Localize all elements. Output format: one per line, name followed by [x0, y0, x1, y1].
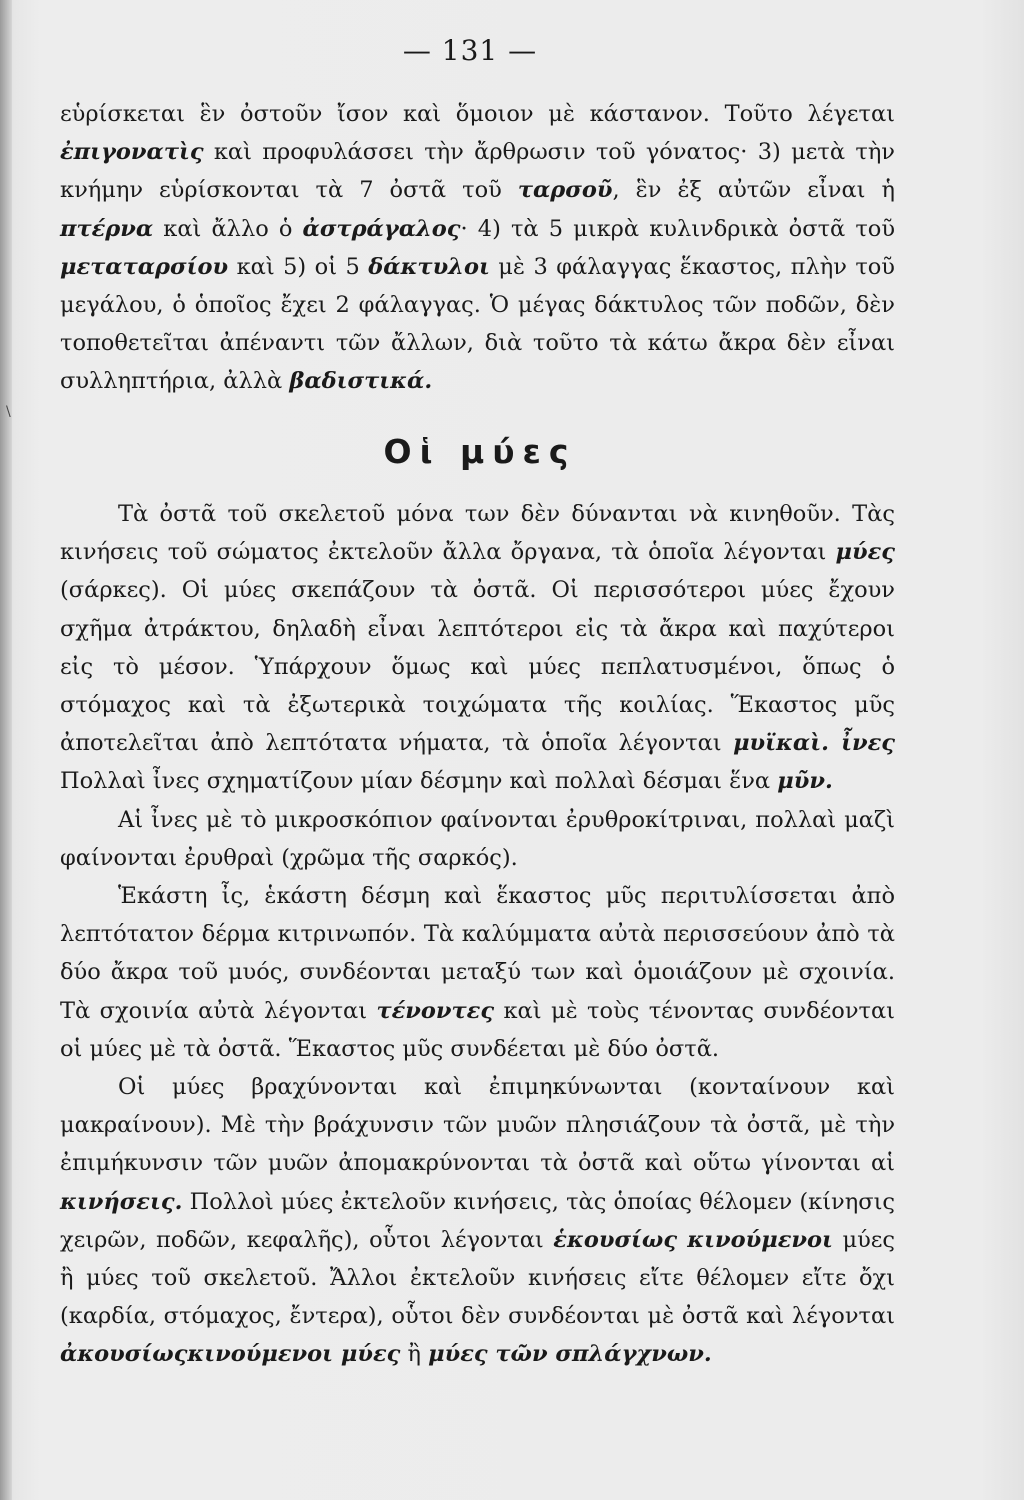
emphasized-term: τένοντες — [376, 997, 495, 1024]
text-run: Αἱ ἶνες μὲ τὸ μικροσκόπιον φαίνονται ἐρυθροκίτριναι, πολλαὶ μαζὶ φαίνονται ἐρυθραὶ (χρῶμα τῆς σαρκός). — [60, 806, 895, 871]
emphasized-term: ἐπιγονατὶς — [60, 139, 204, 166]
paragraph-1 — [60, 495, 895, 801]
emphasized-term: μύες — [835, 539, 895, 566]
emphasized-term: δάκτυλοι — [368, 253, 490, 280]
paragraph-2 — [60, 801, 895, 877]
text-run: μὲ 3 φάλαγγας ἕκαστος, πλὴν τοῦ μεγάλου, ὁ ὁποῖος ἔχει 2 φάλαγγας. Ὁ μέγας δάκτυλος τῶν ποδῶν, δὲν τοποθετεῖται ἀπέναντι τῶν ἄλλων, διὰ τοῦτο τὰ κάτω ἄκρα δὲν εἶναι συλληπτήρια, ἀλλὰ — [60, 253, 895, 395]
page-number: — 131 — — [402, 34, 538, 67]
section-heading: Οἱ μύες — [383, 432, 577, 471]
paragraph-4 — [60, 1068, 895, 1374]
text-run: Πολλοὶ μύες ἐκτελοῦν κινήσεις, τὰς ὁποίας θέλομεν (κίνησις χειρῶν, ποδῶν, κεφαλῆς), οὗτοι λέγονται — [60, 1188, 895, 1253]
emphasized-term: ἀστράγαλος — [302, 215, 461, 242]
text-run: Πολλαὶ ἶνες σχηματίζουν μίαν δέσμην καὶ πολλαὶ δέσμαι ἕνα — [60, 768, 778, 795]
text-run: καὶ ἄλλο ὁ — [153, 215, 303, 242]
text-run: ἢ — [400, 1341, 429, 1368]
text-run: Ἑκάστη ἶς, ἑκάστη δέσμη καὶ ἕκαστος μῦς περιτυλίσσεται ἀπὸ λεπτότατον δέρμα κιτρινωπόν. Τὰ καλύμματα αὐτὰ περισσεύουν ἀπὸ τὰ δύο ἄκρα τοῦ μυός, συνδέονται μεταξύ των καὶ ὁμοιάζουν μὲ σχοινία. Τὰ σχοινία αὐτὰ λέγονται — [60, 883, 895, 1024]
text-run: Τὰ ὀστᾶ τοῦ σκελετοῦ μόνα των δὲν δύνανται νὰ κινηθοῦν. Τὰς κινήσεις τοῦ σώματος ἐκτελοῦν ἄλλα ὄργανα, τὰ ὁποῖα λέγονται — [60, 501, 895, 566]
text-run: καὶ προφυλάσσει τὴν ἄρθρωσιν τοῦ γόνατος· 3) μετὰ τὴν κνήμην εὑρίσκονται τὰ 7 ὀστᾶ τοῦ — [60, 139, 895, 204]
paragraph-3 — [60, 877, 895, 1068]
text-run: · 4) τὰ 5 μικρὰ κυλινδρικὰ ὀστᾶ τοῦ — [460, 215, 895, 242]
emphasized-term: μύες τῶν σπλάγχνων. — [428, 1341, 712, 1368]
emphasized-term: ταρσοῦ — [517, 177, 613, 204]
text-run: , ἓν ἐξ αὐτῶν εἶναι ἡ — [612, 177, 895, 204]
intro-paragraph — [60, 95, 895, 401]
emphasized-term: μῦν. — [777, 768, 833, 795]
text-run: καὶ 5) οἱ 5 — [228, 253, 369, 280]
emphasized-term: βαδιστικά. — [289, 368, 433, 395]
emphasized-term: μεταταρσίου — [60, 253, 229, 280]
text-run: (σάρκες). Οἱ μύες σκεπάζουν τὰ ὀστᾶ. Οἱ περισσότεροι μύες ἔχουν σχῆμα ἀτράκτου, δηλαδὴ εἶναι λεπτότεροι εἰς τὰ ἄκρα καὶ παχύτεροι εἰς τὸ μέσον. Ὑπάρχουν ὅμως καὶ μύες πεπλατυσμένοι, ὅπως ὁ στόμαχος καὶ τὰ ἐξωτερικὰ τοιχώματα τῆς κοιλίας. Ἕκαστος μῦς ἀποτελεῖται ἀπὸ λεπτότατα νήματα, τὰ ὁποῖα λέγονται — [60, 577, 895, 757]
margin-mark: \ — [6, 404, 11, 420]
page-binding-shadow — [0, 0, 12, 1500]
emphasized-term: ἀκουσίωςκινούμενοι μύες — [60, 1341, 401, 1368]
emphasized-term: πτέρνα — [60, 215, 154, 242]
text-run: μύες ἢ μύες τοῦ σκελετοῦ. Ἄλλοι ἐκτελοῦν κινήσεις εἴτε θέλομεν εἴτε ὄχι (καρδία, στόμαχος, ἔντερα), οὗτοι δὲν συνδέονται μὲ ὀστᾶ καὶ λέγονται — [60, 1226, 895, 1330]
text-run: εὑρίσκεται ἓν ὀστοῦν ἴσον καὶ ὅμοιον μὲ κάστανον. Τοῦτο λέγεται — [60, 101, 895, 127]
body-text — [60, 495, 895, 1374]
text-run: Οἱ μύες βραχύνονται καὶ ἐπιμηκύνωνται (κονταίνουν καὶ μακραίνουν). Μὲ τὴν βράχυνσιν τῶν μυῶν πλησιάζουν τὰ ὀστᾶ, μὲ τὴν ἐπιμήκυνσιν τῶν μυῶν ἀπομακρύνονται τὰ ὀστᾶ καὶ οὕτω γίνονται αἱ — [60, 1074, 895, 1177]
emphasized-term: ἑκουσίως κινούμενοι — [553, 1226, 833, 1253]
emphasized-term: μυϊκαὶ. ἶνες — [733, 730, 895, 757]
emphasized-term: κινήσεις. — [60, 1188, 183, 1215]
text-run: καὶ μὲ τοὺς τένοντας συνδέονται οἱ μύες μὲ τὰ ὀστᾶ. Ἕκαστος μῦς συνδέεται μὲ δύο ὀστᾶ. — [60, 997, 895, 1062]
